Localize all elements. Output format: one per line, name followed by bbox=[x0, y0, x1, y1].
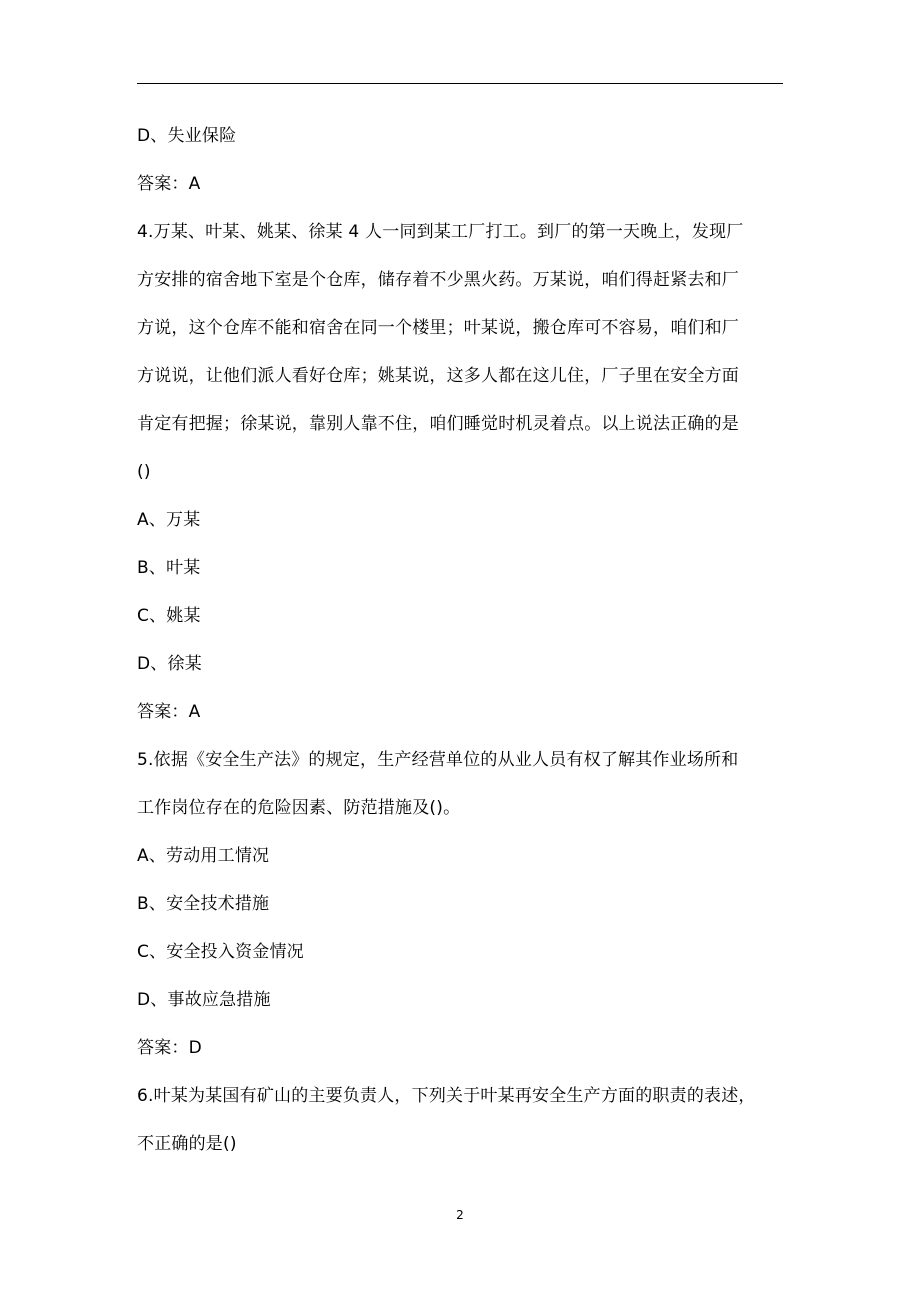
q5-stem-line: 工作岗位存在的危险因素、防范措施及()。 bbox=[137, 798, 461, 818]
q5-option-b: B、安全技术措施 bbox=[137, 894, 270, 914]
q4-stem-line: 肯定有把握；徐某说，靠别人靠不住，咱们睡觉时机灵着点。以上说法正确的是 bbox=[137, 414, 739, 434]
page-number: 2 bbox=[456, 1208, 464, 1222]
q4-option-a: A、万某 bbox=[137, 510, 201, 530]
q4-stem-line: 方安排的宿舍地下室是个仓库，储存着不少黑火药。万某说，咱们得赶紧去和厂 bbox=[137, 270, 739, 290]
q5-answer: 答案：D bbox=[137, 1038, 202, 1058]
q4-stem-line: 方说说，让他们派人看好仓库；姚某说，这多人都在这儿住，厂子里在安全方面 bbox=[137, 366, 739, 386]
q4-stem-line: () bbox=[137, 462, 151, 482]
q4-answer: 答案：A bbox=[137, 702, 201, 722]
q5-option-d: D、事故应急措施 bbox=[137, 990, 271, 1010]
q5-option-c: C、安全投入资金情况 bbox=[137, 942, 304, 962]
q5-stem-line: 5.依据《安全生产法》的规定，生产经营单位的从业人员有权了解其作业场所和 bbox=[137, 750, 739, 770]
q6-stem-line: 6.叶某为某国有矿山的主要负责人，下列关于叶某再安全生产方面的职责的表述， bbox=[137, 1086, 756, 1106]
q4-option-d: D、徐某 bbox=[137, 654, 202, 674]
q5-option-a: A、劳动用工情况 bbox=[137, 846, 270, 866]
q4-stem-line: 4.万某、叶某、姚某、徐某 4 人一同到某工厂打工。到厂的第一天晚上，发现厂 bbox=[137, 222, 744, 242]
q4-option-c: C、姚某 bbox=[137, 606, 201, 626]
q4-stem-line: 方说，这个仓库不能和宿舍在同一个楼里；叶某说，搬仓库可不容易，咱们和厂 bbox=[137, 318, 739, 338]
q3-answer: 答案：A bbox=[137, 174, 201, 194]
q6-stem-line: 不正确的是() bbox=[137, 1134, 237, 1154]
header-rule bbox=[137, 83, 783, 84]
q4-option-b: B、叶某 bbox=[137, 558, 201, 578]
q3-option-d: D、失业保险 bbox=[137, 126, 237, 146]
